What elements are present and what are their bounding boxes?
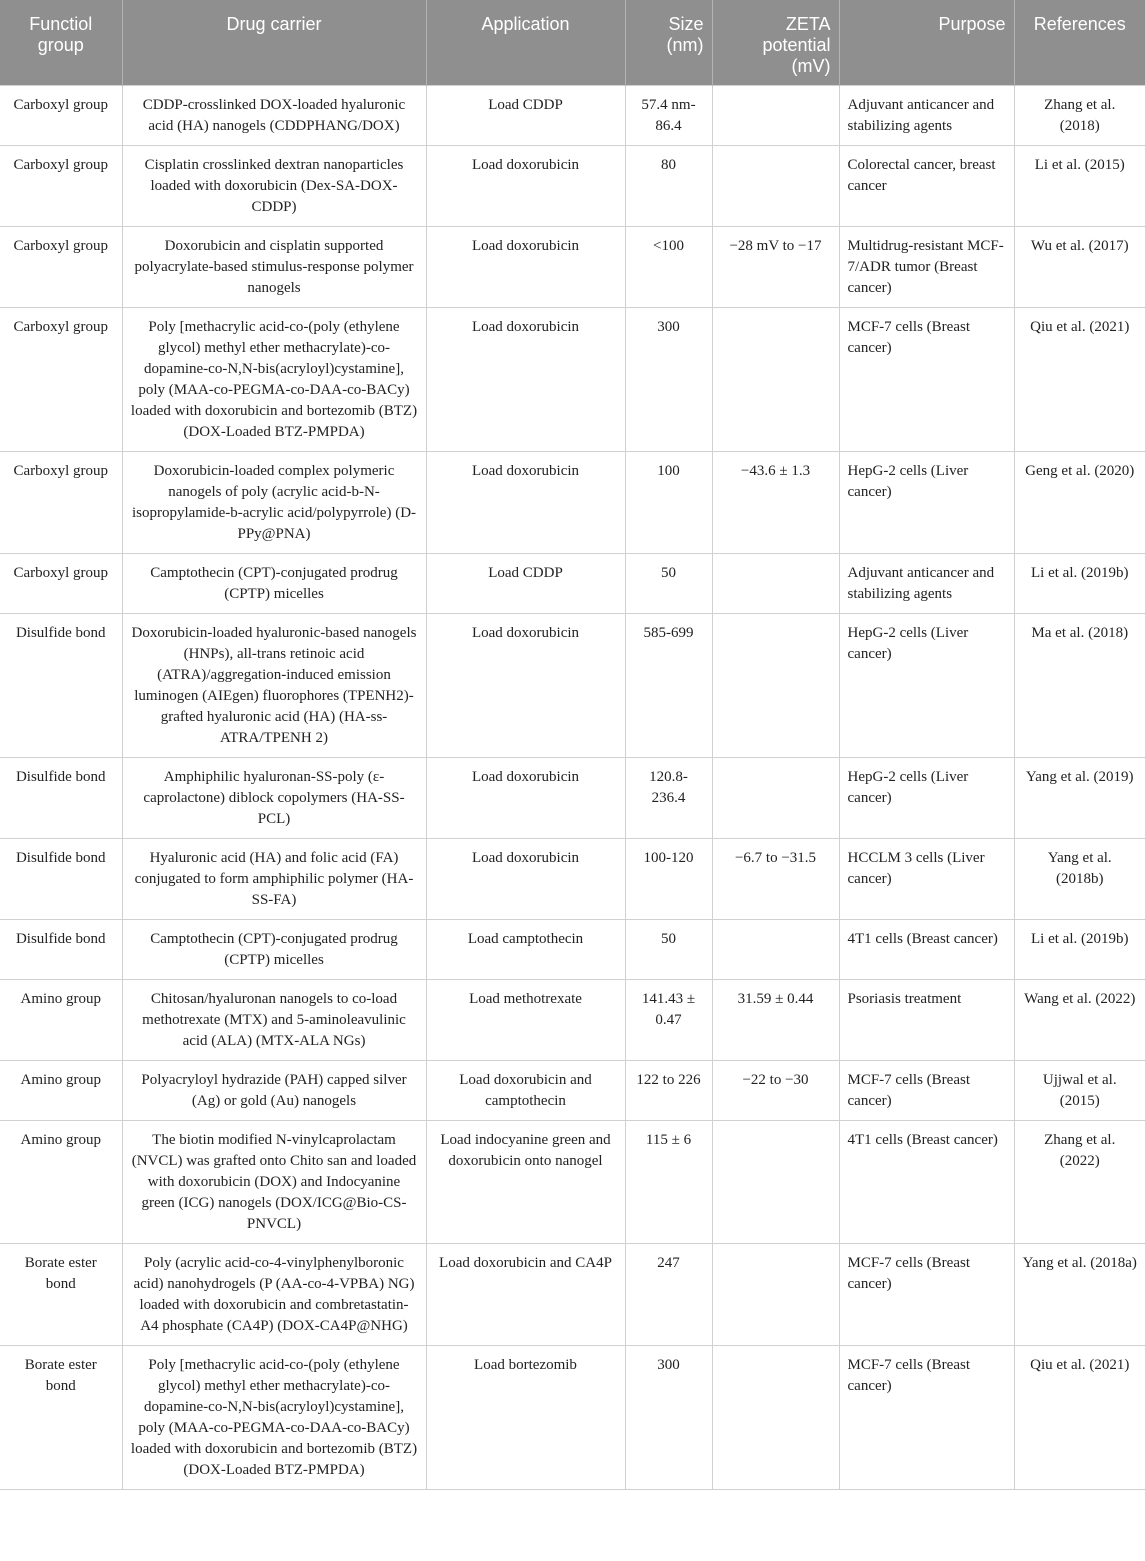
table-row (0, 86, 1145, 146)
cell-zeta-potential (712, 1244, 839, 1346)
cell-reference: Ujjwal et al. (2015) (1014, 1061, 1145, 1121)
cell-functional-group: Disulfide bond (0, 758, 122, 839)
cell-functional-group: Carboxyl group (0, 86, 122, 146)
cell-reference: Qiu et al. (2021) (1014, 1346, 1145, 1490)
cell-drug-carrier: Doxorubicin-loaded hyaluronic-based nanogels (HNPs), all-trans retinoic acid (ATRA)/aggregation-induced emission luminogen (AIEgen) fluorophores (TPENH2)-grafted hyaluronic acid (HA) (HA-ss-ATRA/TPENH 2) (122, 614, 426, 758)
header-references: References (1014, 0, 1145, 86)
cell-application: Load CDDP (426, 86, 625, 146)
cell-zeta-potential (712, 146, 839, 227)
table-row (0, 1244, 1145, 1346)
table-header (0, 0, 1145, 86)
cell-purpose: MCF-7 cells (Breast cancer) (839, 1346, 1014, 1490)
cell-purpose: MCF-7 cells (Breast cancer) (839, 308, 1014, 452)
cell-reference: Yang et al. (2019) (1014, 758, 1145, 839)
cell-functional-group: Borate ester bond (0, 1244, 122, 1346)
cell-zeta-potential (712, 86, 839, 146)
cell-drug-carrier: Cisplatin crosslinked dextran nanoparticles loaded with doxorubicin (Dex-SA-DOX-CDDP) (122, 146, 426, 227)
cell-reference: Ma et al. (2018) (1014, 614, 1145, 758)
cell-drug-carrier: Polyacryloyl hydrazide (PAH) capped silver (Ag) or gold (Au) nanogels (122, 1061, 426, 1121)
cell-functional-group: Carboxyl group (0, 146, 122, 227)
cell-zeta-potential: −6.7 to −31.5 (712, 839, 839, 920)
cell-drug-carrier: Amphiphilic hyaluronan-SS-poly (ε-caprolactone) diblock copolymers (HA-SS-PCL) (122, 758, 426, 839)
cell-size: 247 (625, 1244, 712, 1346)
cell-zeta-potential (712, 614, 839, 758)
cell-drug-carrier: Camptothecin (CPT)-conjugated prodrug (CPTP) micelles (122, 920, 426, 980)
cell-functional-group: Disulfide bond (0, 920, 122, 980)
table-row (0, 227, 1145, 308)
cell-reference: Yang et al. (2018b) (1014, 839, 1145, 920)
cell-application: Load bortezomib (426, 1346, 625, 1490)
cell-application: Load doxorubicin (426, 146, 625, 227)
cell-purpose: HepG-2 cells (Liver cancer) (839, 614, 1014, 758)
header-zeta-potential: ZETA potential (mV) (712, 0, 839, 86)
cell-drug-carrier: Doxorubicin-loaded complex polymeric nanogels of poly (acrylic acid-b-N-isopropylamide-b-acrylic acid/polypyrrole) (D-PPy@PNA) (122, 452, 426, 554)
cell-purpose: MCF-7 cells (Breast cancer) (839, 1244, 1014, 1346)
cell-purpose: Colorectal cancer, breast cancer (839, 146, 1014, 227)
cell-drug-carrier: The biotin modified N-vinylcaprolactam (NVCL) was grafted onto Chito san and loaded with doxorubicin (DOX) and Indocyanine green (ICG) nanogels (DOX/ICG@Bio-CS-PNVCL) (122, 1121, 426, 1244)
cell-size: 300 (625, 1346, 712, 1490)
cell-zeta-potential: 31.59 ± 0.44 (712, 980, 839, 1061)
cell-reference: Geng et al. (2020) (1014, 452, 1145, 554)
table-body (0, 86, 1145, 1490)
cell-reference: Yang et al. (2018a) (1014, 1244, 1145, 1346)
cell-size: 50 (625, 554, 712, 614)
cell-functional-group: Amino group (0, 1061, 122, 1121)
cell-functional-group: Carboxyl group (0, 227, 122, 308)
header-functional-group: Functiol group (0, 0, 122, 86)
cell-application: Load methotrexate (426, 980, 625, 1061)
cell-reference: Li et al. (2019b) (1014, 920, 1145, 980)
table-row (0, 1061, 1145, 1121)
cell-zeta-potential (712, 758, 839, 839)
cell-reference: Zhang et al. (2018) (1014, 86, 1145, 146)
cell-reference: Li et al. (2015) (1014, 146, 1145, 227)
table-row (0, 1346, 1145, 1490)
cell-size: 50 (625, 920, 712, 980)
table-row (0, 614, 1145, 758)
cell-purpose: HepG-2 cells (Liver cancer) (839, 452, 1014, 554)
cell-functional-group: Carboxyl group (0, 554, 122, 614)
header-application: Application (426, 0, 625, 86)
header-row (0, 0, 1145, 86)
cell-functional-group: Disulfide bond (0, 839, 122, 920)
cell-reference: Qiu et al. (2021) (1014, 308, 1145, 452)
header-purpose: Purpose (839, 0, 1014, 86)
cell-size: 120.8-236.4 (625, 758, 712, 839)
cell-zeta-potential: −43.6 ± 1.3 (712, 452, 839, 554)
cell-zeta-potential (712, 554, 839, 614)
cell-application: Load doxorubicin (426, 839, 625, 920)
cell-size: <100 (625, 227, 712, 308)
cell-size: 80 (625, 146, 712, 227)
cell-drug-carrier: Camptothecin (CPT)-conjugated prodrug (CPTP) micelles (122, 554, 426, 614)
cell-drug-carrier: Poly (acrylic acid-co-4-vinylphenylboronic acid) nanohydrogels (P (AA-co-4-VPBA) NG) loaded with doxorubicin and combretastatin-A4 phosphate (CA4P) (DOX-CA4P@NHG) (122, 1244, 426, 1346)
cell-purpose: MCF-7 cells (Breast cancer) (839, 1061, 1014, 1121)
cell-zeta-potential (712, 920, 839, 980)
cell-functional-group: Carboxyl group (0, 452, 122, 554)
cell-size: 141.43 ± 0.47 (625, 980, 712, 1061)
cell-purpose: Adjuvant anticancer and stabilizing agents (839, 554, 1014, 614)
cell-drug-carrier: Chitosan/hyaluronan nanogels to co-load methotrexate (MTX) and 5-aminoleavulinic acid (ALA) (MTX-ALA NGs) (122, 980, 426, 1061)
cell-drug-carrier: CDDP-crosslinked DOX-loaded hyaluronic acid (HA) nanogels (CDDPHANG/DOX) (122, 86, 426, 146)
cell-drug-carrier: Poly [methacrylic acid-co-(poly (ethylene glycol) methyl ether methacrylate)-co-dopamine-co-N,N-bis(acryloyl)cystamine], poly (MAA-co-PEGMA-co-DAA-co-BACy) loaded with doxorubicin and bortezomib (BTZ) (DOX-Loaded BTZ-PMPDA) (122, 1346, 426, 1490)
cell-reference: Wu et al. (2017) (1014, 227, 1145, 308)
cell-purpose: Adjuvant anticancer and stabilizing agents (839, 86, 1014, 146)
cell-application: Load doxorubicin and CA4P (426, 1244, 625, 1346)
cell-application: Load doxorubicin (426, 758, 625, 839)
cell-functional-group: Amino group (0, 1121, 122, 1244)
cell-functional-group: Borate ester bond (0, 1346, 122, 1490)
table-row (0, 1121, 1145, 1244)
cell-zeta-potential: −28 mV to −17 (712, 227, 839, 308)
cell-purpose: 4T1 cells (Breast cancer) (839, 1121, 1014, 1244)
header-size: Size (nm) (625, 0, 712, 86)
table-row (0, 758, 1145, 839)
cell-size: 57.4 nm-86.4 (625, 86, 712, 146)
cell-size: 100 (625, 452, 712, 554)
cell-size: 300 (625, 308, 712, 452)
cell-functional-group: Carboxyl group (0, 308, 122, 452)
cell-purpose: Psoriasis treatment (839, 980, 1014, 1061)
table-row (0, 839, 1145, 920)
table-row (0, 308, 1145, 452)
table-row (0, 146, 1145, 227)
cell-application: Load doxorubicin (426, 308, 625, 452)
cell-application: Load indocyanine green and doxorubicin onto nanogel (426, 1121, 625, 1244)
cell-purpose: 4T1 cells (Breast cancer) (839, 920, 1014, 980)
cell-application: Load doxorubicin and camptothecin (426, 1061, 625, 1121)
header-drug-carrier: Drug carrier (122, 0, 426, 86)
cell-zeta-potential (712, 1121, 839, 1244)
table-row (0, 980, 1145, 1061)
cell-zeta-potential (712, 1346, 839, 1490)
cell-drug-carrier: Doxorubicin and cisplatin supported polyacrylate-based stimulus-response polymer nanogels (122, 227, 426, 308)
cell-functional-group: Disulfide bond (0, 614, 122, 758)
cell-reference: Wang et al. (2022) (1014, 980, 1145, 1061)
cell-application: Load doxorubicin (426, 614, 625, 758)
cell-reference: Zhang et al. (2022) (1014, 1121, 1145, 1244)
cell-size: 115 ± 6 (625, 1121, 712, 1244)
table-row (0, 920, 1145, 980)
cell-size: 585-699 (625, 614, 712, 758)
cell-size: 122 to 226 (625, 1061, 712, 1121)
cell-size: 100-120 (625, 839, 712, 920)
cell-zeta-potential (712, 308, 839, 452)
cell-zeta-potential: −22 to −30 (712, 1061, 839, 1121)
cell-functional-group: Amino group (0, 980, 122, 1061)
cell-drug-carrier: Poly [methacrylic acid-co-(poly (ethylene glycol) methyl ether methacrylate)-co-dopamine-co-N,N-bis(acryloyl)cystamine], poly (MAA-co-PEGMA-co-DAA-co-BACy) loaded with doxorubicin and bortezomib (BTZ) (DOX-Loaded BTZ-PMPDA) (122, 308, 426, 452)
table-row (0, 554, 1145, 614)
cell-purpose: HCCLM 3 cells (Liver cancer) (839, 839, 1014, 920)
cell-purpose: HepG-2 cells (Liver cancer) (839, 758, 1014, 839)
cell-application: Load CDDP (426, 554, 625, 614)
cell-application: Load doxorubicin (426, 227, 625, 308)
cell-drug-carrier: Hyaluronic acid (HA) and folic acid (FA) conjugated to form amphiphilic polymer (HA-SS-FA) (122, 839, 426, 920)
cell-application: Load camptothecin (426, 920, 625, 980)
cell-application: Load doxorubicin (426, 452, 625, 554)
cell-reference: Li et al. (2019b) (1014, 554, 1145, 614)
table-row (0, 452, 1145, 554)
cell-purpose: Multidrug-resistant MCF-7/ADR tumor (Breast cancer) (839, 227, 1014, 308)
